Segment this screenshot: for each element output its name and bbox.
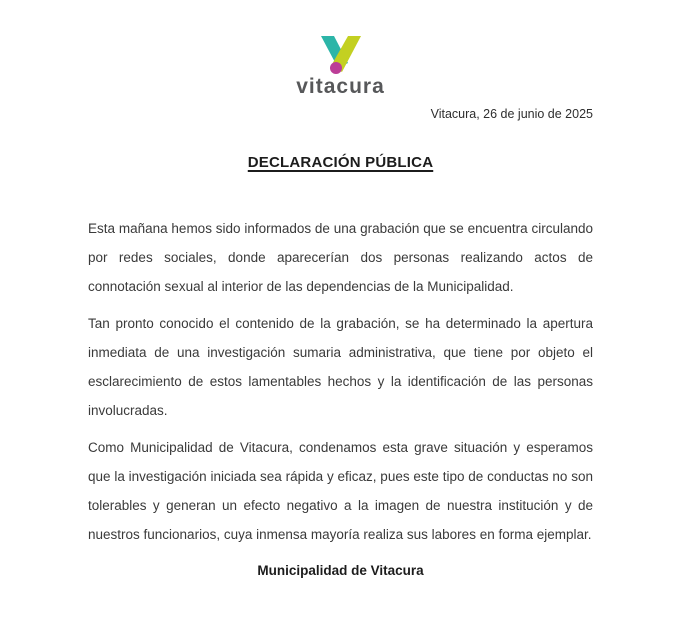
paragraph-2: Tan pronto conocido el contenido de la grabación, se ha determinado la apertura inmediata de una investigación sumaria administrativa, que tiene por objeto el esclarecimiento de estos lamentables hechos y la identificación de las personas involucradas. [88, 316, 593, 418]
vitacura-logo [0, 0, 681, 99]
paragraph-1: Esta mañana hemos sido informados de una grabación que se encuentra circulando por redes sociales, donde aparecerían dos personas realizando actos de connotación sexual al interior de las dependencias de la Municipalidad. [88, 221, 593, 294]
logo-dot [330, 62, 342, 74]
vitacura-v-logo-icon [318, 36, 364, 76]
signature-line: Municipalidad de Vitacura [257, 563, 424, 578]
logo-wordmark: vitacura [296, 75, 385, 98]
date-line: Vitacura, 26 de junio de 2025 [430, 107, 593, 121]
document-body [88, 214, 593, 549]
document-title: DECLARACIÓN PÚBLICA [247, 154, 434, 171]
paragraph-3: Como Municipalidad de Vitacura, condenamos esta grave situación y esperamos que la investigación iniciada sea rápida y eficaz, pues este tipo de conductas no son tolerables y generan un efecto negativo a la imagen de nuestra institución y de nuestros funcionarios, cuya inmensa mayoría realiza sus labores en forma ejemplar. [88, 440, 593, 542]
